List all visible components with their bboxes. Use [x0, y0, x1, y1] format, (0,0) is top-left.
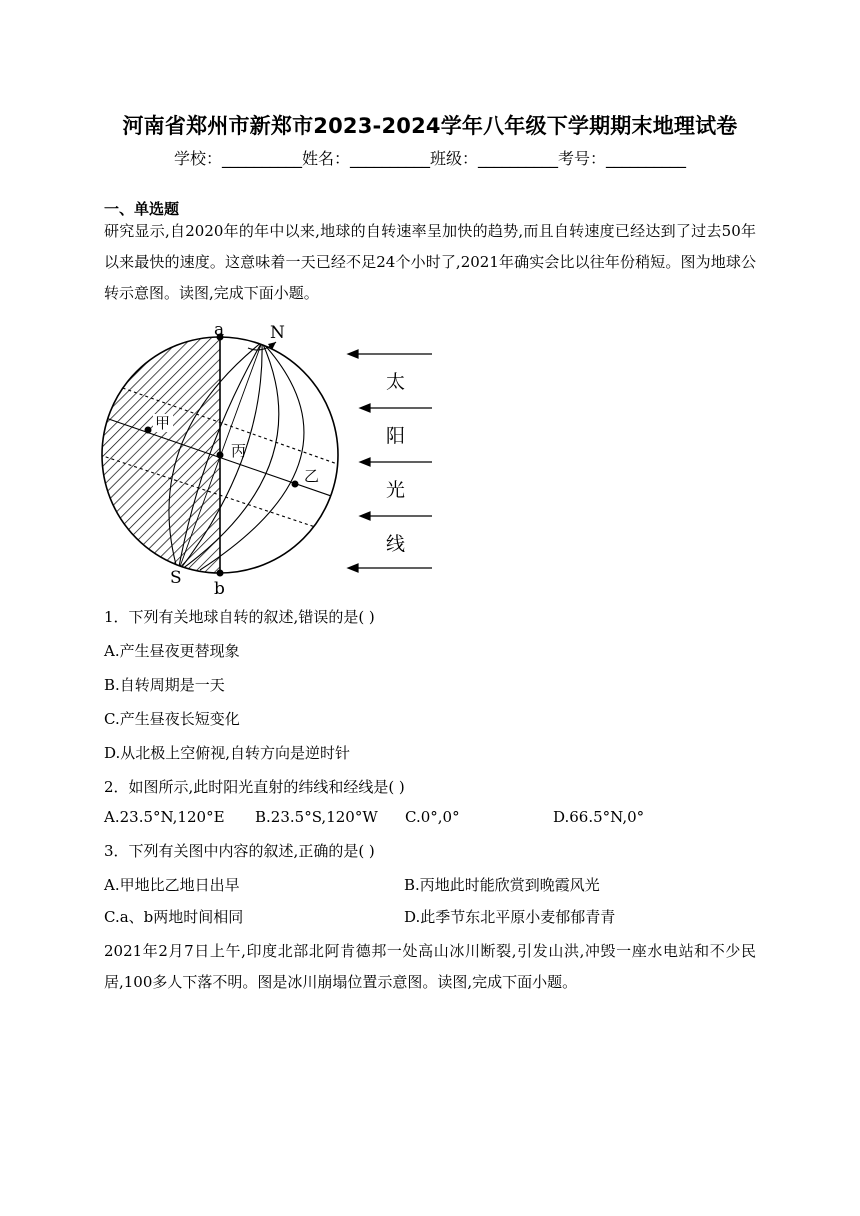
student-info-line: 学校：__________姓名：__________班级：__________考号：__________ — [173, 149, 686, 168]
page-title: 河南省郑州市新郑市2023-2024学年八年级下学期期末地理试卷 — [122, 114, 738, 138]
question-2-option-a: A.23.5°N,120°E — [104, 808, 225, 826]
label-bing: 丙 — [231, 442, 247, 460]
question-1-option-c: C.产生昼夜长短变化 — [104, 710, 240, 728]
sunlight-arrowhead — [360, 458, 370, 466]
question-1-option-a: A.产生昼夜更替现象 — [104, 642, 240, 660]
point-jia — [145, 427, 152, 434]
label-jia: 甲 — [155, 414, 171, 432]
label-yi: 乙 — [304, 467, 320, 485]
earth-illumination-diagram — [100, 320, 440, 596]
label-a: a — [214, 320, 225, 340]
passage-earth-rotation: 研究显示,自2020年的年中以来,地球的自转速率呈加快的趋势,而且自转速度已经达到了过去50年以来最快的速度。这意味着一天已经不足24个小时了,2021年确实会比以往年份稍短。图为地球公转示意图。读图,完成下面小题。 — [104, 222, 756, 302]
sunlight-arrowhead — [348, 564, 358, 572]
sunlight-char: 太 — [386, 371, 406, 393]
question-2-option-d: D.66.5°N,0° — [553, 808, 645, 826]
sunlight-char: 光 — [386, 479, 406, 501]
rotation-arrowhead — [268, 342, 276, 350]
question-2-option-c: C.0°,0° — [405, 808, 460, 826]
sunlight-char: 阳 — [386, 425, 406, 447]
question-1-option-b: B.自转周期是一天 — [104, 676, 225, 694]
label-south: S — [170, 568, 182, 588]
question-3-option-b: B.丙地此时能欣赏到晚霞风光 — [404, 876, 600, 894]
sunlight-arrowhead — [348, 350, 358, 358]
question-2-stem: 2．如图所示,此时阳光直射的纬线和经线是( ) — [104, 778, 405, 796]
passage-glacier-collapse: 2021年2月7日上午,印度北部北阿肯德邦一处高山冰川断裂,引发山洪,冲毁一座水电站和不少民居,100多人下落不明。图是冰川崩塌位置示意图。读图,完成下面小题。 — [104, 942, 756, 991]
label-north: N — [270, 323, 285, 343]
sunlight-arrowhead — [360, 404, 370, 412]
question-3-option-c: C.a、b两地时间相同 — [104, 908, 244, 926]
question-2-option-b: B.23.5°S,120°W — [255, 808, 378, 826]
section-heading-single-choice: 一、单选题 — [104, 200, 180, 218]
point-bing — [217, 452, 224, 459]
question-1-stem: 1．下列有关地球自转的叙述,错误的是( ) — [104, 608, 375, 626]
question-3-option-d: D.此季节东北平原小麦郁郁青青 — [404, 908, 616, 926]
question-1-option-d: D.从北极上空俯视,自转方向是逆时针 — [104, 744, 351, 762]
point-yi — [292, 481, 299, 488]
label-b: b — [214, 579, 225, 596]
question-3-stem: 3．下列有关图中内容的叙述,正确的是( ) — [104, 842, 375, 860]
sunlight-char: 线 — [386, 533, 406, 555]
sunlight-arrowhead — [360, 512, 370, 520]
question-3-option-a: A.甲地比乙地日出早 — [104, 876, 240, 894]
point-b — [217, 570, 224, 577]
